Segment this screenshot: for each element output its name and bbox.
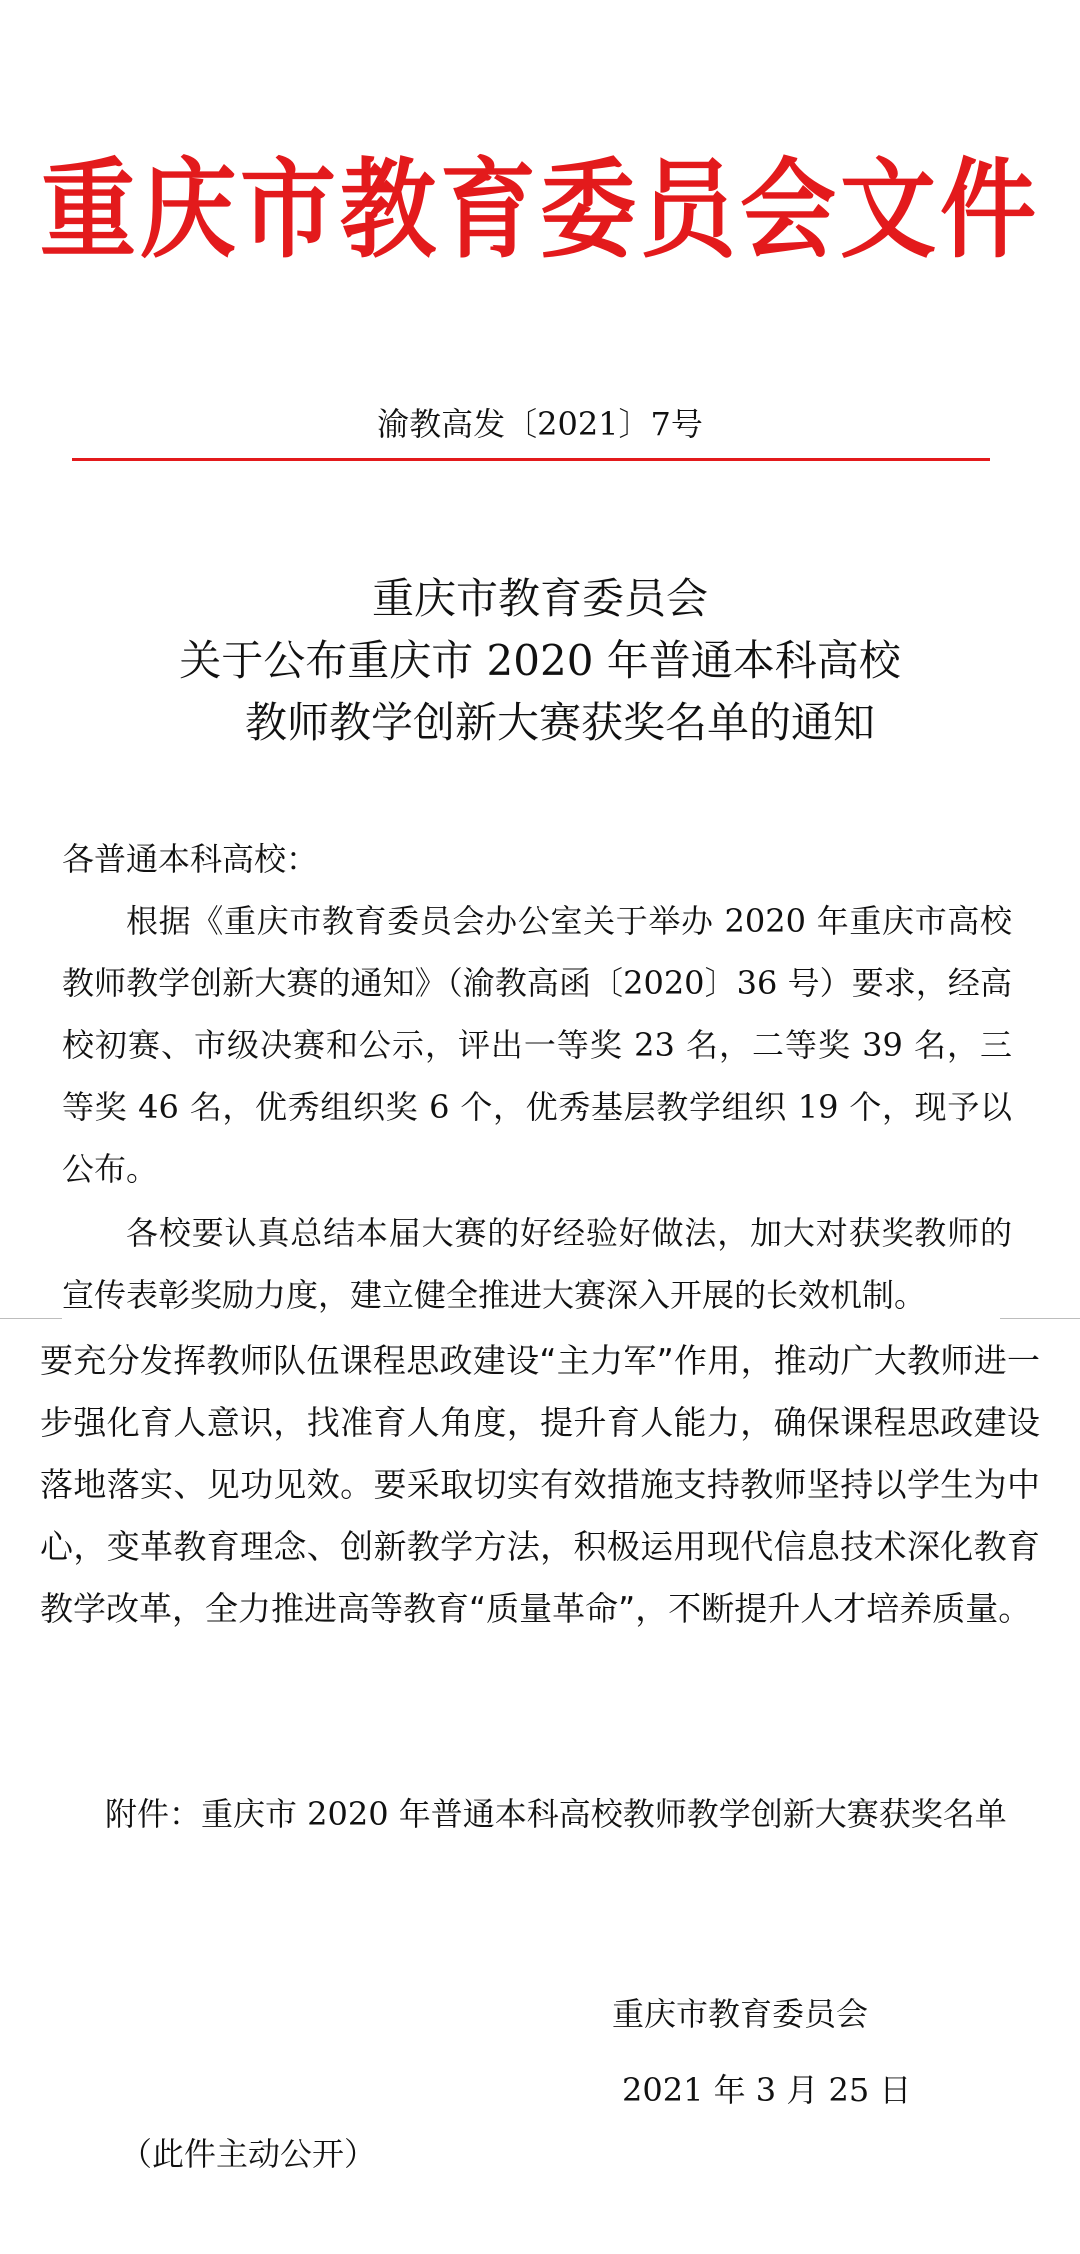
body-paragraph-3: 要充分发挥教师队伍课程思政建设“主力军”作用，推动广大教师进一步强化育人意识，找准育人角度，提升育人能力，确保课程思政建设落地落实、见功见效。要采取切实有效措施支持教师坚持以学生为中心，变革教育理念、创新教学方法，积极运用现代信息技术深化教育教学改革，全力推进高等教育“质量革命”，不断提升人才培养质量。: [40, 1341, 1040, 1628]
attachment-line: 附件：重庆市 2020 年普通本科高校教师教学创新大赛获奖名单: [105, 1795, 1007, 1833]
issuer-header-title: 重庆市教育委员会文件: [40, 146, 1040, 273]
salutation: 各普通本科高校：: [62, 840, 319, 878]
body-paragraph-1-text: 根据《重庆市教育委员会办公室关于举办 2020 年重庆市高校教师教学创新大赛的通知》（渝教高函〔2020〕36 号）要求，经高校初赛、市级决赛和公示，评出一等奖 23 名，二等奖 39 名，三等奖 46 名，优秀组织奖 6 个，优秀基层教学组织 19 个，现予以公布。: [62, 902, 1012, 1188]
page-seam-right: [1000, 1318, 1080, 1319]
disclosure-note: （此件主动公开）: [120, 2135, 377, 2173]
document-number: 渝教高发〔2021〕7号: [377, 405, 703, 443]
red-divider-line: [72, 458, 990, 461]
notice-title-line-1: 重庆市教育委员会: [371, 574, 708, 623]
body-paragraph-2: [62, 1202, 1012, 1326]
signature-date: 2021 年 3 月 25 日: [622, 2071, 912, 2109]
notice-title-line-2: 关于公布重庆市 2020 年普通本科高校: [179, 636, 901, 685]
body-paragraph-1: [62, 890, 1012, 1200]
signature-issuer: 重庆市教育委员会: [612, 1995, 869, 2033]
notice-title-line-3: 教师教学创新大赛获奖名单的通知: [244, 698, 875, 747]
notice-title: [0, 568, 1080, 754]
body-paragraph-2-text: 各校要认真总结本届大赛的好经验好做法，加大对获奖教师的宣传表彰奖励力度，建立健全推进大赛深入开展的长效机制。: [62, 1214, 1012, 1314]
page-seam-left: [0, 1318, 62, 1319]
